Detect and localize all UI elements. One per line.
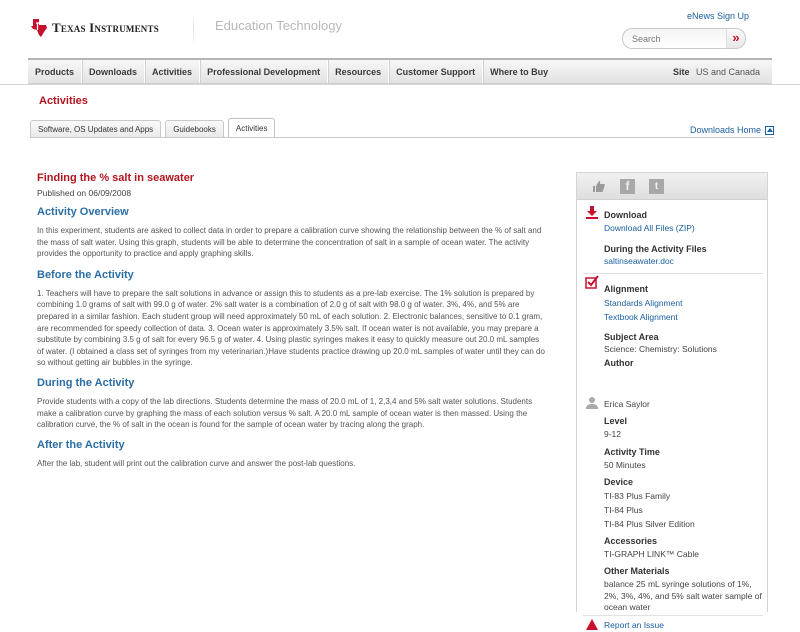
before-heading: Before the Activity <box>37 268 134 281</box>
report-issue-icon <box>585 618 599 632</box>
brand-name: Texas Instruments <box>52 20 159 35</box>
site-label: Site <box>673 67 690 77</box>
accessories-value: TI-GRAPH LINK™ Cable <box>604 549 699 559</box>
header-subtitle: Education Technology <box>215 18 342 33</box>
textbook-alignment-link[interactable]: Textbook Alignment <box>604 312 678 322</box>
nav-customer-support[interactable]: Customer Support <box>389 60 483 83</box>
activity-article <box>37 172 547 469</box>
sidebar-divider <box>583 615 763 616</box>
during-text: Provide students with a copy of the lab directions. Students determine the mass of 20.0 mL of 1, 2,3,4 and 5% salt water solutions. Students make a calibration curve by graphing the mass of each solution versus % salt. A 20.0 mL sample of ocean water is then massed. Using the calibration curve, the % of salt in the ocean is found for the sample of ocean water by tracing along the graph. <box>37 396 533 430</box>
tab-guidebooks[interactable]: Guidebooks <box>165 120 224 138</box>
download-icon <box>585 206 599 220</box>
after-text: After the lab, student will print out the calibration curve and answer the post-lab questions. <box>37 458 356 468</box>
activity-title: Finding the % salt in seawater <box>37 172 195 184</box>
main-nav <box>28 58 772 84</box>
activity-time-heading: Activity Time <box>604 447 660 457</box>
tab-software-os-updates[interactable]: Software, OS Updates and Apps <box>30 120 161 138</box>
texas-state-icon <box>30 18 48 38</box>
downloads-home-link[interactable] <box>690 125 774 135</box>
page-title: Activities <box>39 95 88 107</box>
overview-heading: Activity Overview <box>37 206 129 218</box>
other-materials-heading: Other Materials <box>604 566 670 576</box>
after-heading: After the Activity <box>37 438 125 451</box>
facebook-icon[interactable]: f <box>620 179 635 194</box>
nav-activities[interactable]: Activities <box>145 60 200 83</box>
nav-downloads[interactable]: Downloads <box>82 60 145 83</box>
site-header <box>0 0 800 58</box>
tab-bar <box>30 120 275 138</box>
social-bar <box>577 173 767 200</box>
nav-resources[interactable]: Resources <box>328 60 389 83</box>
thumbs-up-icon[interactable] <box>591 179 606 194</box>
search-box <box>622 28 772 49</box>
author-avatar-icon <box>585 396 599 410</box>
activity-sidebar <box>576 172 768 630</box>
during-heading: During the Activity <box>37 376 135 389</box>
search-input[interactable] <box>622 28 726 49</box>
nav-products[interactable]: Products <box>28 60 82 83</box>
before-text: 1. Teachers will have to prepare the salt solutions in advance or assign this to students as a pre-lab exercise. The 1% solution is prepared by combining 1.0 grams of salt with 99.0 g of water. 2% salt water is a combination of 2.0 g of salt with 98.0 g of water. 3%, 4%, and 5% are prepared in a similar fashion. Each student group will need approximately 50 mL of each solution. 2. Electronic balances, sensitive to 0.1 gram, are recommended for speedy collection of data. 3. Ocean water is approximately 3.5% salt. If ocean water is not available, you may prepare a substitute by combining 3.5 g of salt for every 96.5 g of water. 4. Using plastic syringes makes it easy to quickly measure out 20.0 mL samples of water. (I obtained a class set of syringes from my veterinarian.)Have students practice drawing up 20.0 mL samples of water until they can do so without getting air bubbles in the syringe. <box>37 288 545 368</box>
subject-heading: Subject Area <box>604 332 659 342</box>
overview-text: In this experiment, students are asked to collect data in order to prepare a calibration curve showing the relationship between the % of salt and the mass of salt water. Using this graph, students will be able to determine the concentration of salt in a sample of ocean water. The activity provides the opportunity to practice and apply graphing skills. <box>37 226 542 259</box>
twitter-icon[interactable]: t <box>649 179 664 194</box>
enews-signup-link[interactable]: eNews Sign Up <box>687 11 750 21</box>
tab-activities[interactable]: Activities <box>228 118 276 138</box>
download-all-link[interactable]: Download All Files (ZIP) <box>604 223 695 233</box>
nav-divider <box>0 84 800 85</box>
level-heading: Level <box>604 416 628 426</box>
download-heading: Download <box>604 210 647 220</box>
other-materials-value: balance 25 mL syringe solutions of 1%, 2%, 3%, 4%, and 5% salt water sample of ocean water <box>604 579 762 612</box>
home-icon <box>765 126 774 135</box>
sidebar-divider <box>583 273 763 274</box>
during-files-heading: During the Activity Files <box>604 244 707 254</box>
nav-professional-development[interactable]: Professional Development <box>200 60 328 83</box>
device-item: TI-83 Plus Family <box>604 491 671 501</box>
report-issue-link[interactable]: Report an Issue <box>604 620 665 630</box>
checkbox-check-icon <box>585 275 599 289</box>
accessories-heading: Accessories <box>604 536 658 546</box>
device-heading: Device <box>604 477 634 487</box>
published-date: Published on 06/09/2008 <box>37 188 132 198</box>
chevron-right-icon: » <box>732 30 740 45</box>
standards-alignment-link[interactable]: Standards Alignment <box>604 298 683 308</box>
tabs-divider <box>30 137 774 138</box>
saltinseawater-doc-link[interactable]: saltinseawater.doc <box>604 256 674 266</box>
site-selector[interactable]: US and Canada <box>696 67 761 77</box>
device-item: TI-84 Plus Silver Edition <box>604 519 695 529</box>
subject-value: Science: Chemistry: Solutions <box>604 344 717 354</box>
device-item: TI-84 Plus <box>604 505 643 515</box>
header-divider <box>193 12 194 46</box>
downloads-home-label: Downloads Home <box>690 125 762 135</box>
nav-where-to-buy[interactable]: Where to Buy <box>490 66 549 77</box>
search-button[interactable] <box>726 28 746 49</box>
alignment-heading: Alignment <box>604 284 648 294</box>
author-value: Erica Saylor <box>604 399 650 409</box>
activity-time-value: 50 Minutes <box>604 460 646 470</box>
ti-logo[interactable] <box>30 18 159 38</box>
level-value: 9-12 <box>604 429 622 439</box>
author-heading: Author <box>604 358 634 368</box>
